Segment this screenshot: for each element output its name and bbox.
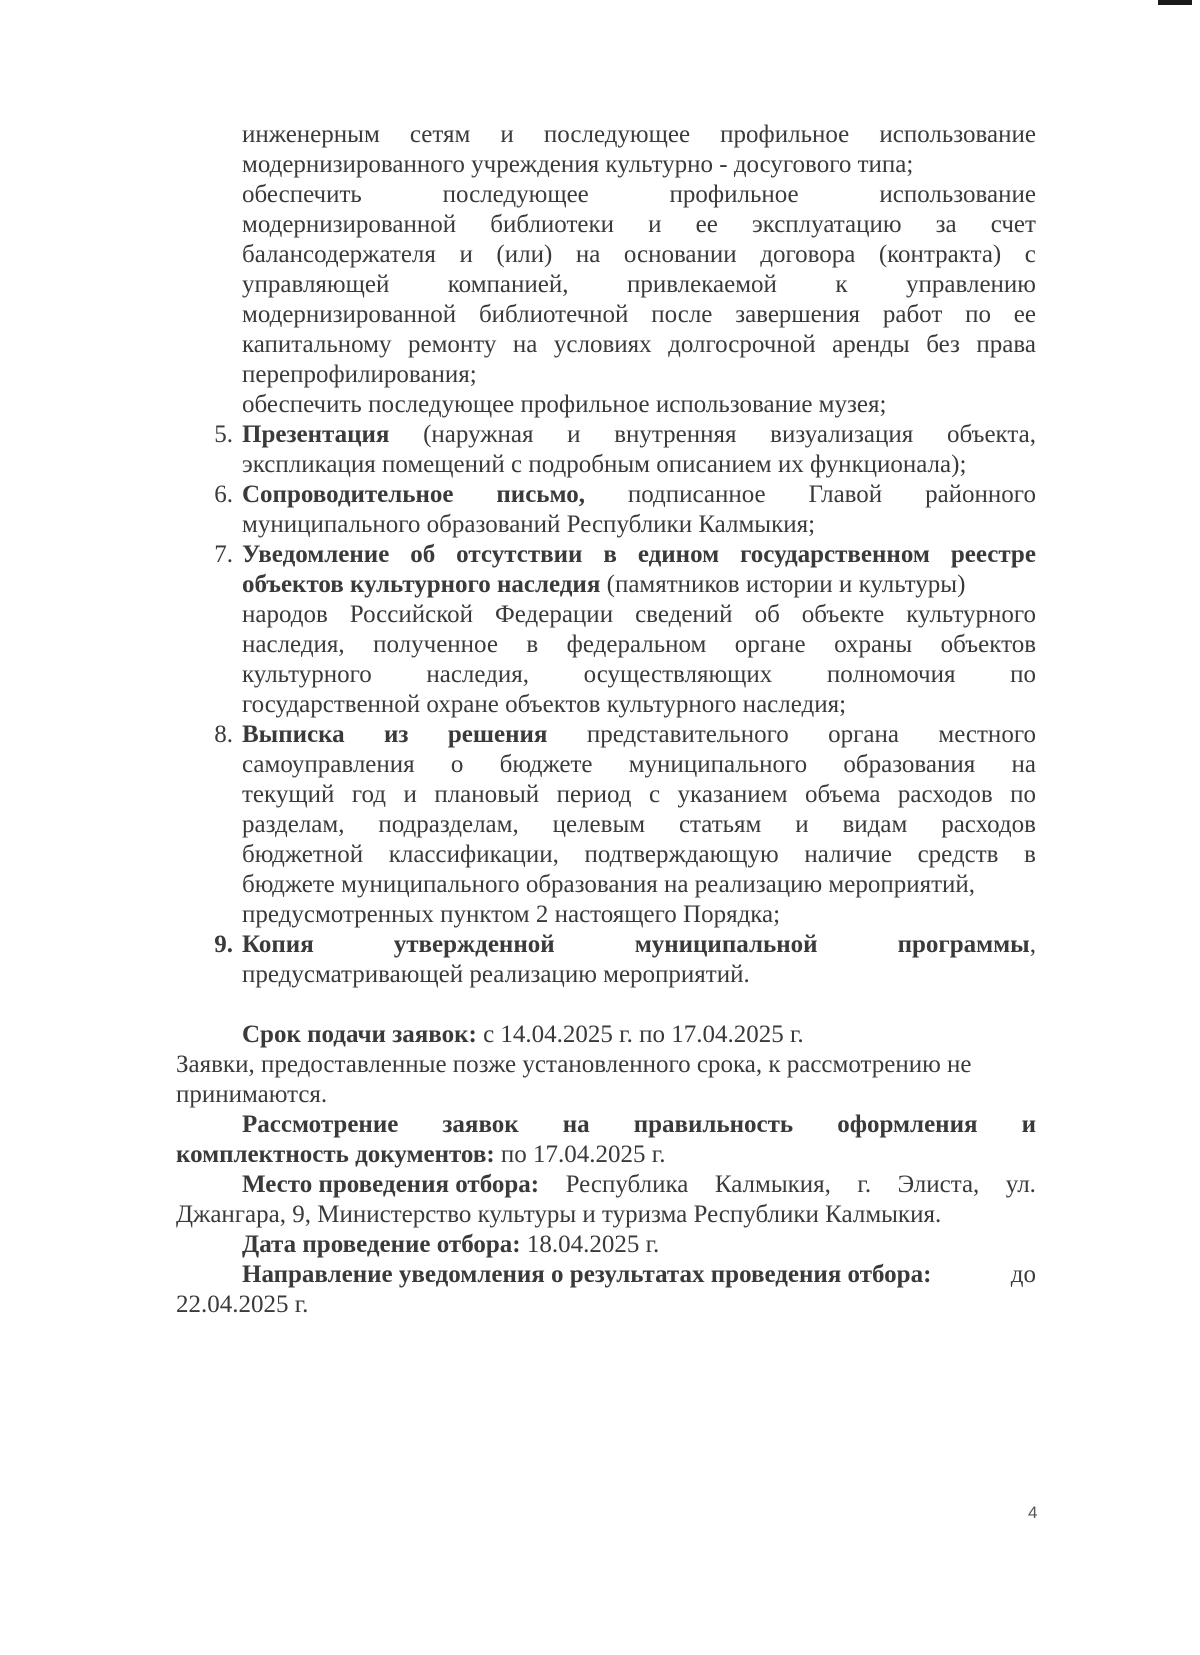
continuation-line-3: обеспечить последующее профильное использование <box>242 181 1036 208</box>
item-5-line-2: экспликация помещений с подробным описанием их функционала); <box>242 451 967 478</box>
item-5-line-1: Презентация (наружная и внутренняя визуализация объекта, <box>242 421 1036 448</box>
notice-line-2: 22.04.2025 г. <box>176 1291 309 1318</box>
continuation-line-5: балансодержателя и (или) на основании договора (контракта) с <box>242 241 1036 268</box>
item-9-number: 9. <box>214 931 233 958</box>
item-7-line-2 <box>242 569 1036 600</box>
item-5-title: Презентация <box>242 421 390 448</box>
item-8-line-6: бюджете муниципального образования на реализацию мероприятий, <box>242 871 976 898</box>
continuation-line-4: модернизированной библиотеки и ее эксплуатацию за счет <box>242 211 1036 238</box>
item-7-number: 7. <box>214 541 233 568</box>
review-value: по 17.04.2025 г. <box>500 1141 666 1168</box>
continuation-line-1: инженерным сетям и последующее профильное использование <box>242 121 1036 148</box>
item-9-line-1: Копия утвержденной муниципальной программы, <box>242 931 1036 958</box>
continuation-line-7: модернизированной библиотечной после завершения работ по ее <box>242 301 1036 328</box>
selection-date <box>242 1229 1036 1260</box>
date-label: Дата проведение отбора: <box>242 1231 521 1258</box>
place-line-1: Место проведения отбора: Республика Калмыкия, г. Элиста, ул. <box>242 1171 1036 1198</box>
item-8-line-2: самоуправления о бюджете муниципального образования на <box>242 751 1036 778</box>
item-6-title-part-2: письмо, <box>496 481 585 508</box>
submission-deadline <box>242 1019 1036 1050</box>
notice-label: Направление уведомления о результатах проведения отбора: <box>242 1261 932 1288</box>
item-7-line-6: государственной охране объектов культурного наследия; <box>242 691 847 718</box>
submission-value: с 14.04.2025 г. по 17.04.2025 г. <box>483 1021 804 1048</box>
submission-label: Срок подачи заявок: <box>242 1021 477 1048</box>
item-7-line-3: народов Российской Федерации сведений об объекте культурного <box>242 601 1036 628</box>
item-8-line-1: Выписка из решения представительного органа местного <box>242 721 1036 748</box>
continuation-line-6: управляющей компанией, привлекаемой к управлению <box>242 271 1036 298</box>
review-line-2 <box>176 1139 1036 1170</box>
item-8-line-7: предусмотренных пунктом 2 настоящего Порядка; <box>242 901 781 928</box>
item-7-line-4: наследия, полученное в федеральном органе охраны объектов <box>242 631 1036 658</box>
item-8-line-5: бюджетной классификации, подтверждающую наличие средств в <box>242 841 1036 868</box>
item-6-number: 6. <box>214 481 233 508</box>
continuation-line-9: перепрофилирования; <box>242 361 477 388</box>
item-6-line-1: Сопроводительное письмо, подписанное Главой районного <box>242 481 1036 508</box>
notice-value: до <box>1010 1261 1036 1288</box>
item-8-line-4: разделам, подразделам, целевым статьям и видам расходов <box>242 811 1036 838</box>
late-notice-line-2: принимаются. <box>176 1081 328 1108</box>
review-line-1: Рассмотрение заявок на правильность оформления и <box>242 1111 1036 1138</box>
item-8-number: 8. <box>214 721 233 748</box>
continuation-line-8: капитальному ремонту на условиях долгосрочной аренды без права <box>242 331 1036 358</box>
item-8-line-3: текущий год и плановый период с указанием объема расходов по <box>242 781 1036 808</box>
item-9-line-2: предусматривающей реализацию мероприятий. <box>242 961 750 988</box>
item-5-number: 5. <box>214 421 233 448</box>
continuation-line-10: обеспечить последующее профильное использование музея; <box>242 391 887 418</box>
date-value: 18.04.2025 г. <box>526 1231 660 1258</box>
item-7-parenthetical: (памятников истории и культуры) <box>606 571 966 598</box>
place-label: Место проведения отбора: <box>242 1171 540 1198</box>
page-number: 4 <box>1028 1503 1038 1522</box>
notice-line-1 <box>242 1259 1036 1290</box>
review-label: комплектность документов: <box>176 1141 495 1168</box>
place-line-2: Джангара, 9, Министерство культуры и туризма Республики Калмыкия. <box>176 1201 942 1228</box>
item-7-line-5: культурного наследия, осуществляющих полномочия по <box>242 661 1036 688</box>
continuation-line-2: модернизированного учреждения культурно - досугового типа; <box>242 151 914 178</box>
item-6-line-2: муниципального образований Республики Калмыкия; <box>242 511 816 538</box>
item-7-bold-phrase: объектов культурного наследия <box>242 571 601 598</box>
item-7-line-1: Уведомление об отсутствии в едином государственном реестре <box>242 541 1036 568</box>
item-6-title-part-1: Сопроводительное <box>242 481 454 508</box>
late-notice-line-1: Заявки, предоставленные позже установленного срока, к рассмотрению не <box>176 1051 972 1078</box>
